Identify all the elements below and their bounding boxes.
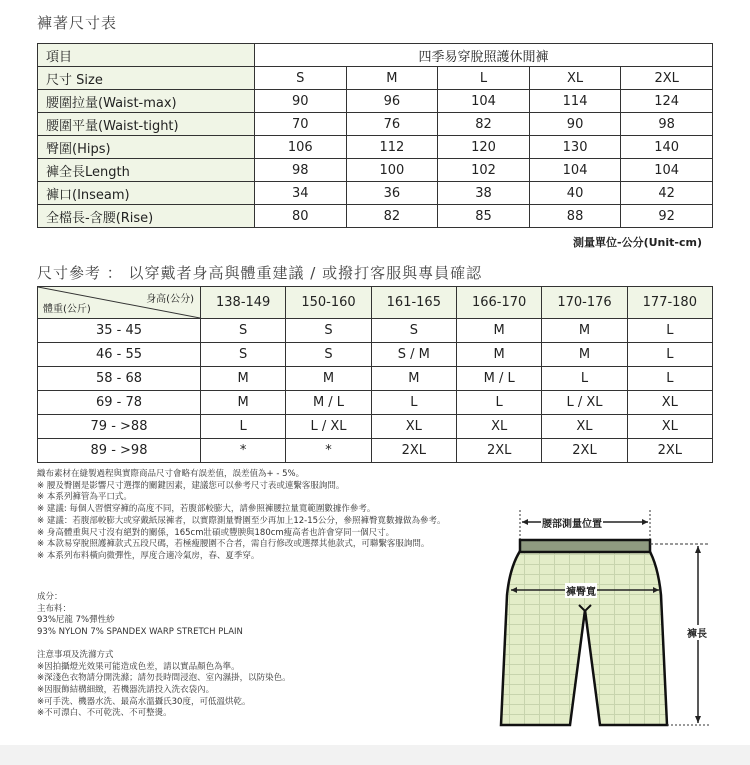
table-cell: XL bbox=[529, 67, 621, 90]
size-cell: S bbox=[371, 319, 456, 343]
table-header-row bbox=[38, 287, 713, 319]
size-cell: L bbox=[201, 415, 286, 439]
weight-range: 69 - 78 bbox=[38, 391, 201, 415]
table-cell: 34 bbox=[255, 182, 347, 205]
note-item: ※ 建議: 每個人習慣穿褲的高度不同，若腹部較膨大，請參照褲腰拉量寬範圍數據作參考。 bbox=[37, 504, 376, 515]
table-cell: 106 bbox=[255, 136, 347, 159]
height-range-header: 166-170 bbox=[456, 287, 541, 319]
row-label: 尺寸 Size bbox=[38, 67, 255, 90]
weight-range: 79 - >88 bbox=[38, 415, 201, 439]
care-item: ※深淺色衣物請分開洗滌；請勿長時間浸泡、室內濕掛，以防染色。 bbox=[37, 673, 291, 684]
table-cell: 120 bbox=[438, 136, 530, 159]
table-cell: 124 bbox=[621, 90, 713, 113]
size-cell: L bbox=[627, 343, 712, 367]
care-item: ※不可漂白、不可乾洗、不可整燙。 bbox=[37, 708, 172, 719]
table-cell: 36 bbox=[346, 182, 438, 205]
care-heading: 注意事項及洗滌方式 bbox=[37, 649, 114, 660]
table-cell: 2XL bbox=[621, 67, 713, 90]
footer-band bbox=[0, 745, 750, 765]
table-cell: 114 bbox=[529, 90, 621, 113]
size-cell: L bbox=[456, 391, 541, 415]
table-row bbox=[38, 182, 713, 205]
table-cell: 40 bbox=[529, 182, 621, 205]
size-cell: M bbox=[201, 391, 286, 415]
length-label: 褲長 bbox=[686, 625, 708, 640]
size-cell: 2XL bbox=[542, 439, 627, 463]
size-cell: M / L bbox=[456, 367, 541, 391]
composition-section bbox=[37, 592, 291, 720]
table-row bbox=[38, 159, 713, 182]
note-item: ※ 本系列布料橫向微彈性，厚度合適冷氣房，春、夏季穿。 bbox=[37, 550, 260, 561]
size-cell: 2XL bbox=[627, 439, 712, 463]
fabric-label: 主布料： bbox=[37, 603, 72, 614]
weight-range: 58 - 68 bbox=[38, 367, 201, 391]
table-row bbox=[38, 205, 713, 228]
size-cell: L bbox=[542, 367, 627, 391]
weight-range: 89 - >98 bbox=[38, 439, 201, 463]
height-axis-label: 身高(公分) bbox=[146, 294, 194, 305]
waist-measure-label: 腰部測量位置 bbox=[541, 515, 603, 530]
table-row bbox=[38, 415, 713, 439]
reference-title: 尺寸參考 ： 以穿戴者身高與體重建議 / 或撥打客服與專員確認 bbox=[37, 264, 483, 282]
size-cell: 2XL bbox=[371, 439, 456, 463]
height-range-header: 170-176 bbox=[542, 287, 627, 319]
table-cell: 42 bbox=[621, 182, 713, 205]
pants-diagram bbox=[495, 505, 715, 740]
table-cell: 85 bbox=[438, 205, 530, 228]
note-item: ※ 建議：若腹部較膨大或穿戴紙尿褲者，以實際測量臀圍至少再加上12-15公分，參照褲臀寬數據做為參考。 bbox=[37, 515, 446, 526]
size-chart-table bbox=[37, 43, 713, 228]
size-cell: M bbox=[456, 343, 541, 367]
note-item: ※ 身高體重與尺寸沒有絕對的關係，165cm壯碩或豐腴與180cm瘦高者也許會穿同一個尺寸。 bbox=[37, 527, 395, 538]
size-cell: M bbox=[286, 367, 371, 391]
table-cell: 100 bbox=[346, 159, 438, 182]
table-row bbox=[38, 343, 713, 367]
table-cell: 82 bbox=[346, 205, 438, 228]
weight-range: 46 - 55 bbox=[38, 343, 201, 367]
table-cell: 90 bbox=[529, 113, 621, 136]
table-row bbox=[38, 67, 713, 90]
size-cell: L / XL bbox=[286, 415, 371, 439]
composition-heading: 成分： bbox=[37, 592, 63, 602]
note-item: ※ 腰及臀圍是影響尺寸選擇的關鍵因素，建議您可以參考尺寸表或連繫客服詢問。 bbox=[37, 480, 345, 491]
size-cell: * bbox=[201, 439, 286, 463]
size-cell: L / XL bbox=[542, 391, 627, 415]
care-item: ※因拍攝燈光效果可能造成色差，請以實品顏色為準。 bbox=[37, 661, 240, 672]
size-cell: M bbox=[456, 319, 541, 343]
note-item: ※ 本款易穿脫照護褲款式五段尺碼，若極瘦腰圍不合者，需自行修改或選擇其他款式，可聯繫客服詢問。 bbox=[37, 539, 430, 550]
row-label: 褲口(Inseam) bbox=[38, 182, 255, 205]
height-range-header: 177-180 bbox=[627, 287, 712, 319]
table-header-row bbox=[38, 44, 713, 67]
corner-cell bbox=[38, 287, 201, 319]
table-row bbox=[38, 367, 713, 391]
table-cell: 140 bbox=[621, 136, 713, 159]
care-item: ※因服飾結構細緻，若機器洗請投入洗衣袋內。 bbox=[37, 684, 215, 695]
table-cell: 130 bbox=[529, 136, 621, 159]
size-cell: M bbox=[201, 367, 286, 391]
care-item: ※可手洗、機器水洗、最高水溫攝氏30度，可低溫烘乾。 bbox=[37, 696, 251, 707]
size-cell: XL bbox=[456, 415, 541, 439]
size-cell: S bbox=[201, 319, 286, 343]
size-cell: XL bbox=[371, 415, 456, 439]
size-reference-table bbox=[37, 286, 713, 463]
row-label: 全檔長-含腰(Rise) bbox=[38, 205, 255, 228]
weight-range: 35 - 45 bbox=[38, 319, 201, 343]
table-cell: S bbox=[255, 67, 347, 90]
composition-en: 93% NYLON 7% SPANDEX WARP STRETCH PLAIN bbox=[37, 627, 243, 638]
note-item: ※ 本系列褲管為平口式。 bbox=[37, 492, 132, 503]
height-range-header: 161-165 bbox=[371, 287, 456, 319]
table-cell: 98 bbox=[621, 113, 713, 136]
size-cell: L bbox=[627, 319, 712, 343]
table-cell: M bbox=[346, 67, 438, 90]
size-cell: M bbox=[542, 343, 627, 367]
size-cell: 2XL bbox=[456, 439, 541, 463]
size-cell: S / M bbox=[371, 343, 456, 367]
size-cell: XL bbox=[627, 391, 712, 415]
product-name: 四季易穿脫照護休閒褲 bbox=[255, 44, 713, 67]
size-cell: M bbox=[371, 367, 456, 391]
hip-width-label: 褲臀寬 bbox=[565, 583, 597, 598]
table-row bbox=[38, 90, 713, 113]
height-range-header: 138-149 bbox=[201, 287, 286, 319]
table-cell: 98 bbox=[255, 159, 347, 182]
table-cell: 102 bbox=[438, 159, 530, 182]
row-label: 臀圍(Hips) bbox=[38, 136, 255, 159]
table-cell: 38 bbox=[438, 182, 530, 205]
size-cell: XL bbox=[542, 415, 627, 439]
size-cell: L bbox=[627, 367, 712, 391]
row-label: 腰圍平量(Waist-tight) bbox=[38, 113, 255, 136]
size-cell: * bbox=[286, 439, 371, 463]
table-row bbox=[38, 439, 713, 463]
table-cell: 70 bbox=[255, 113, 347, 136]
pants-illustration bbox=[495, 505, 715, 740]
size-cell: S bbox=[286, 343, 371, 367]
size-cell: S bbox=[286, 319, 371, 343]
table-cell: 76 bbox=[346, 113, 438, 136]
size-cell: XL bbox=[627, 415, 712, 439]
table-cell: 104 bbox=[438, 90, 530, 113]
row-label: 腰圍拉量(Waist-max) bbox=[38, 90, 255, 113]
table-cell: 82 bbox=[438, 113, 530, 136]
weight-axis-label: 體重(公斤) bbox=[43, 304, 91, 315]
table-row bbox=[38, 136, 713, 159]
table-row bbox=[38, 113, 713, 136]
composition-zh: 93%尼龍 7%彈性紗 bbox=[37, 615, 115, 626]
size-cell: L bbox=[371, 391, 456, 415]
table-cell: 112 bbox=[346, 136, 438, 159]
notes-section bbox=[37, 469, 507, 563]
size-chart-title: 褲著尺寸表 bbox=[37, 14, 118, 32]
table-cell: 96 bbox=[346, 90, 438, 113]
size-cell: M bbox=[542, 319, 627, 343]
table-cell: 104 bbox=[529, 159, 621, 182]
table-cell: 80 bbox=[255, 205, 347, 228]
table-row bbox=[38, 391, 713, 415]
table-row bbox=[38, 319, 713, 343]
table-cell: 92 bbox=[621, 205, 713, 228]
header-label: 項目 bbox=[38, 44, 255, 67]
row-label: 褲全長Length bbox=[38, 159, 255, 182]
size-cell: S bbox=[201, 343, 286, 367]
table-cell: 104 bbox=[621, 159, 713, 182]
height-range-header: 150-160 bbox=[286, 287, 371, 319]
table-cell: L bbox=[438, 67, 530, 90]
unit-note: 測量單位-公分(Unit-cm) bbox=[573, 236, 702, 249]
table-cell: 88 bbox=[529, 205, 621, 228]
table-cell: 90 bbox=[255, 90, 347, 113]
size-cell: M / L bbox=[286, 391, 371, 415]
note-item: 織布素材在縫製過程與實際商品尺寸會略有誤差值，誤差值為+ - 5%。 bbox=[37, 469, 305, 479]
